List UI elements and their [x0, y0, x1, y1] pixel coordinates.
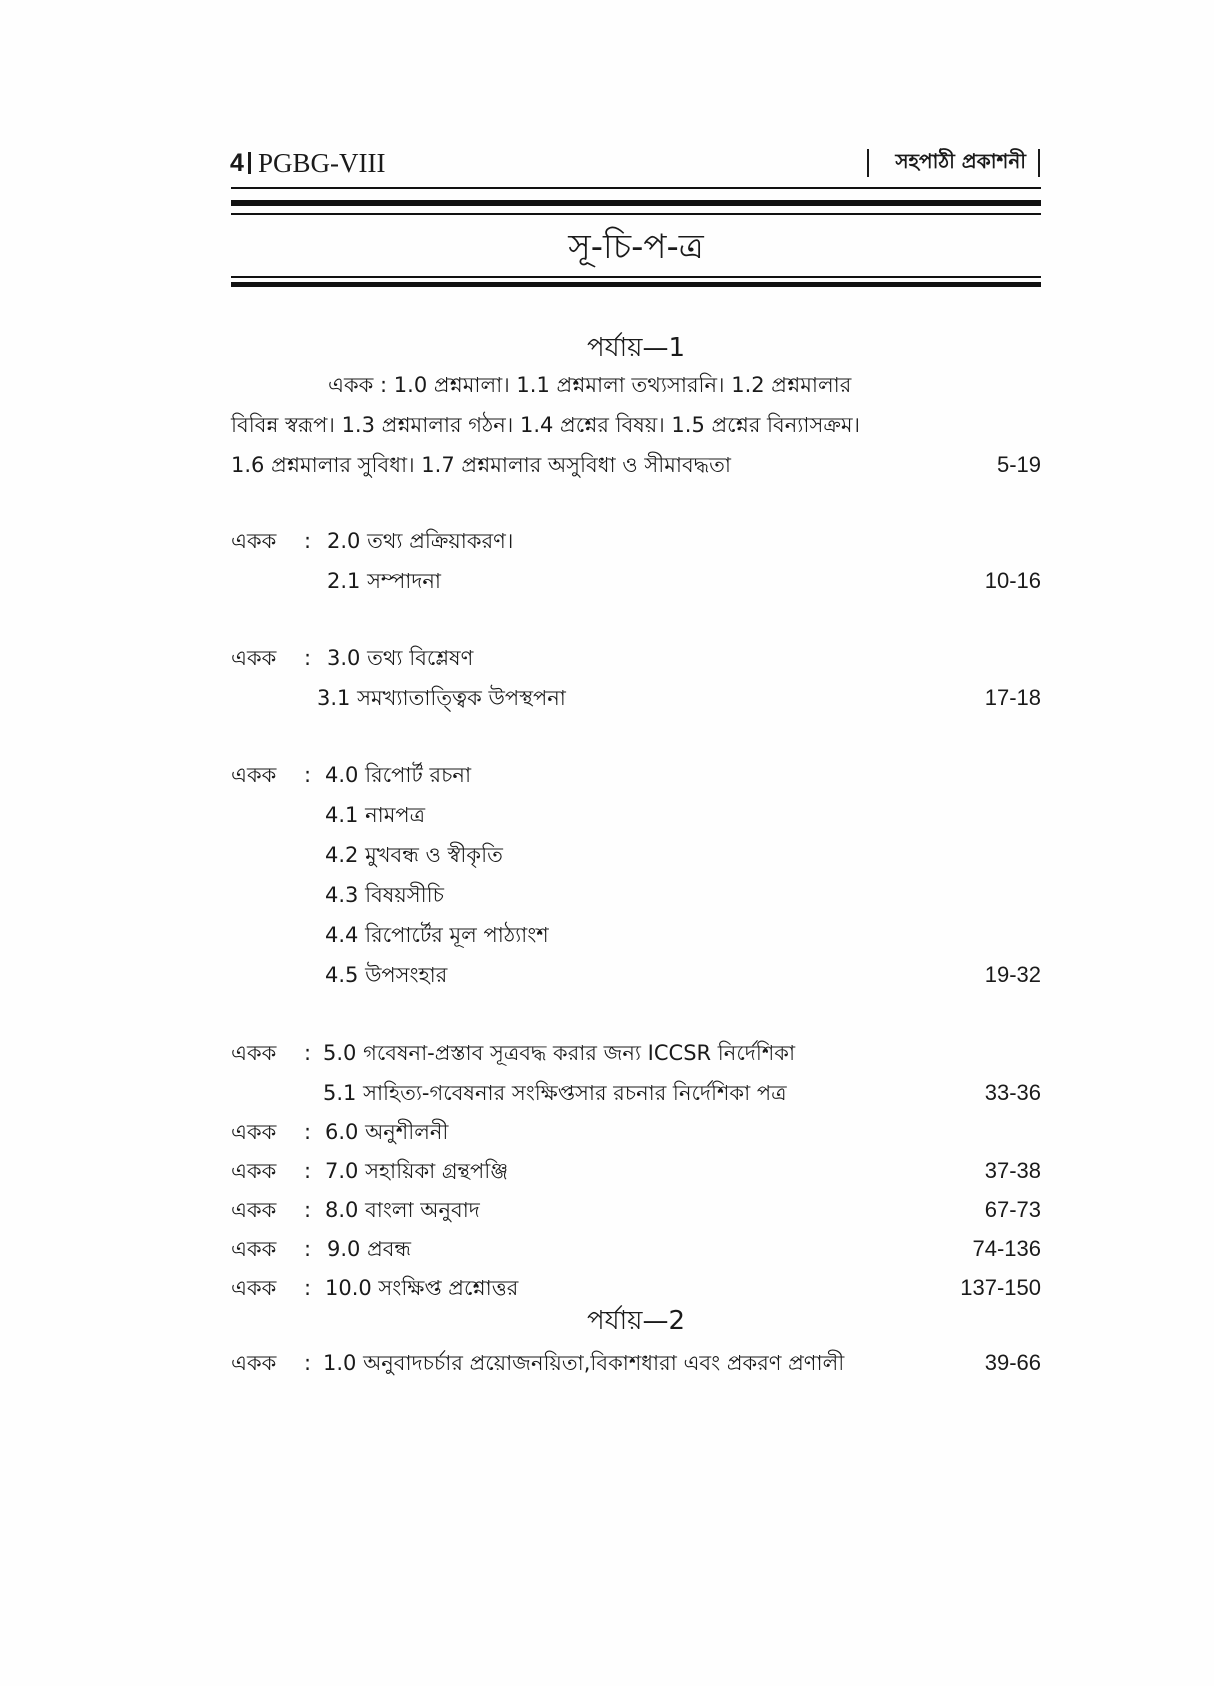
entry-text: 2.1 সম্পাদনা: [327, 569, 442, 593]
entry-text: 1.6 প্রশ্নমালার সুবিধা। 1.7 প্রশ্নমালার অসুবিধা ও সীমাবদ্ধতা: [231, 453, 731, 477]
page-range: 37-38: [984, 1158, 1041, 1183]
toc-entry-unit-7[interactable]: [231, 1153, 1041, 1189]
running-header: [230, 146, 1040, 186]
unit-label: একক: [231, 763, 277, 787]
toc-entry-unit-9[interactable]: [231, 1231, 1041, 1267]
page-range: 39-66: [984, 1350, 1041, 1375]
unit-colon: :: [304, 1041, 312, 1065]
publisher-divider-left: [867, 149, 869, 177]
entry-text: 10.0 সংক্ষিপ্ত প্রশ্নোত্তর: [325, 1276, 519, 1300]
toc-entry-unit-8[interactable]: [231, 1192, 1041, 1228]
entry-text: 3.0 তথ্য বিশ্লেষণ: [327, 646, 474, 670]
page-range: 19-32: [984, 962, 1041, 987]
publisher-divider-right: [1038, 149, 1040, 177]
page-range: 33-36: [984, 1080, 1041, 1105]
entry-text: 2.0 তথ্য প্রক্রিয়াকরণ।: [327, 529, 514, 553]
course-code: PGBG-VIII: [258, 148, 386, 178]
entry-text: 4.0 রিপোর্ট রচনা: [325, 763, 472, 787]
publisher-name: সহপাঠী প্রকাশনী: [895, 148, 1026, 173]
title-rule-bottom-thick: [231, 282, 1041, 287]
part-1-heading: পর্যায়—1: [586, 333, 686, 363]
unit-label: একক: [231, 1120, 277, 1144]
page-range: 67-73: [984, 1197, 1041, 1222]
toc-entry-4-1[interactable]: [231, 797, 1041, 833]
unit-label: একক: [231, 1159, 277, 1183]
entry-text: 4.2 মুখবন্ধ ও স্বীকৃতি: [325, 843, 503, 867]
toc-entry-unit-5[interactable]: [231, 1035, 1041, 1071]
entry-text: 9.0 প্রবন্ধ: [327, 1237, 412, 1261]
page-range: 5-19: [996, 452, 1041, 477]
toc-entry-4-3[interactable]: [231, 877, 1041, 913]
toc-entry-2-1[interactable]: [231, 563, 1041, 599]
entry-text: 5.1 সাহিত্য-গবেষনার সংক্ষিপ্তসার রচনার নির্দেশিকা পত্র: [323, 1081, 787, 1105]
unit-colon: :: [304, 1198, 312, 1222]
entry-text: 8.0 বাংলা অনুবাদ: [325, 1198, 480, 1222]
toc-entry-3-1[interactable]: [231, 680, 1041, 716]
unit-colon: :: [304, 646, 312, 670]
toc-entry-unit-6[interactable]: [231, 1114, 1041, 1150]
page-title: সূ-চি-প-ত্র: [568, 227, 704, 267]
entry-text: 4.3 বিষয়সীচি: [325, 883, 444, 907]
toc-entry-unit-2[interactable]: [231, 523, 1041, 559]
entry-text: 3.1 সমখ্যাতাত্ত্বিক উপস্থপনা: [317, 686, 566, 710]
header-rule-thin: [231, 187, 1041, 189]
toc-entry-unit-1-line-3[interactable]: [231, 447, 1041, 483]
unit-label: একক: [231, 529, 277, 553]
toc-entry-unit-4[interactable]: [231, 757, 1041, 793]
header-divider: [248, 152, 251, 174]
publisher-block: [867, 146, 1040, 180]
unit-label: একক: [231, 1041, 277, 1065]
toc-entry-unit-1-line-2[interactable]: [231, 407, 1041, 443]
part-2-heading: পর্যায়—2: [586, 1306, 686, 1336]
unit-label: একক: [231, 1237, 277, 1261]
toc-entry-unit-3[interactable]: [231, 640, 1041, 676]
page-range: 74-136: [972, 1236, 1041, 1261]
entry-text: একক : 1.0 প্রশ্নমালা। 1.1 প্রশ্নমালা তথ্যসারনি। 1.2 প্রশ্নমালার: [328, 373, 852, 397]
toc-entry-unit-10[interactable]: [231, 1270, 1041, 1306]
toc-entry-5-1[interactable]: [231, 1075, 1041, 1111]
toc-entry-unit-1-line-1[interactable]: [231, 367, 1041, 403]
entry-text: 5.0 গবেষনা-প্রস্তাব সূত্রবদ্ধ করার জন্য ICCSR নির্দেশিকা: [323, 1041, 796, 1065]
unit-label: একক: [231, 1276, 277, 1300]
unit-colon: :: [304, 1159, 312, 1183]
toc-entry-4-5[interactable]: [231, 957, 1041, 993]
unit-label: একক: [231, 1198, 277, 1222]
page-range: 137-150: [960, 1275, 1041, 1300]
title-rule-bottom-thin: [231, 276, 1041, 278]
title-rule-top-thin: [231, 213, 1041, 215]
page-range: 10-16: [984, 568, 1041, 593]
unit-label: একক: [231, 1351, 277, 1375]
entry-text: 7.0 সহায়িকা গ্রন্থপঞ্জি: [325, 1159, 509, 1183]
unit-colon: :: [304, 529, 312, 553]
unit-colon: :: [304, 1237, 312, 1261]
page-number: 4: [230, 149, 244, 177]
entry-text: 4.1 নামপত্র: [325, 803, 426, 827]
unit-colon: :: [304, 1276, 312, 1300]
entry-text: 4.5 উপসংহার: [325, 963, 448, 987]
entry-text: 1.0 অনুবাদচর্চার প্রয়োজনয়িতা,বিকাশধারা এবং প্রকরণ প্রণালী: [323, 1351, 845, 1375]
entry-text: 4.4 রিপোর্টের মূল পাঠ্যাংশ: [325, 923, 549, 947]
title-rule-top-thick: [231, 200, 1041, 206]
toc-entry-4-2[interactable]: [231, 837, 1041, 873]
unit-colon: :: [304, 1120, 312, 1144]
toc-entry-4-4[interactable]: [231, 917, 1041, 953]
unit-colon: :: [304, 1351, 312, 1375]
page-range: 17-18: [984, 685, 1041, 710]
entry-text: 6.0 অনুশীলনী: [325, 1120, 449, 1144]
toc-entry-part-2-unit-1[interactable]: [231, 1345, 1041, 1381]
unit-colon: :: [304, 763, 312, 787]
entry-text: বিবিন্ন স্বরূপ। 1.3 প্রশ্নমালার গঠন। 1.4 প্রশ্নের বিষয়। 1.5 প্রশ্নের বিন্যাসক্রম।: [231, 413, 861, 437]
unit-label: একক: [231, 646, 277, 670]
